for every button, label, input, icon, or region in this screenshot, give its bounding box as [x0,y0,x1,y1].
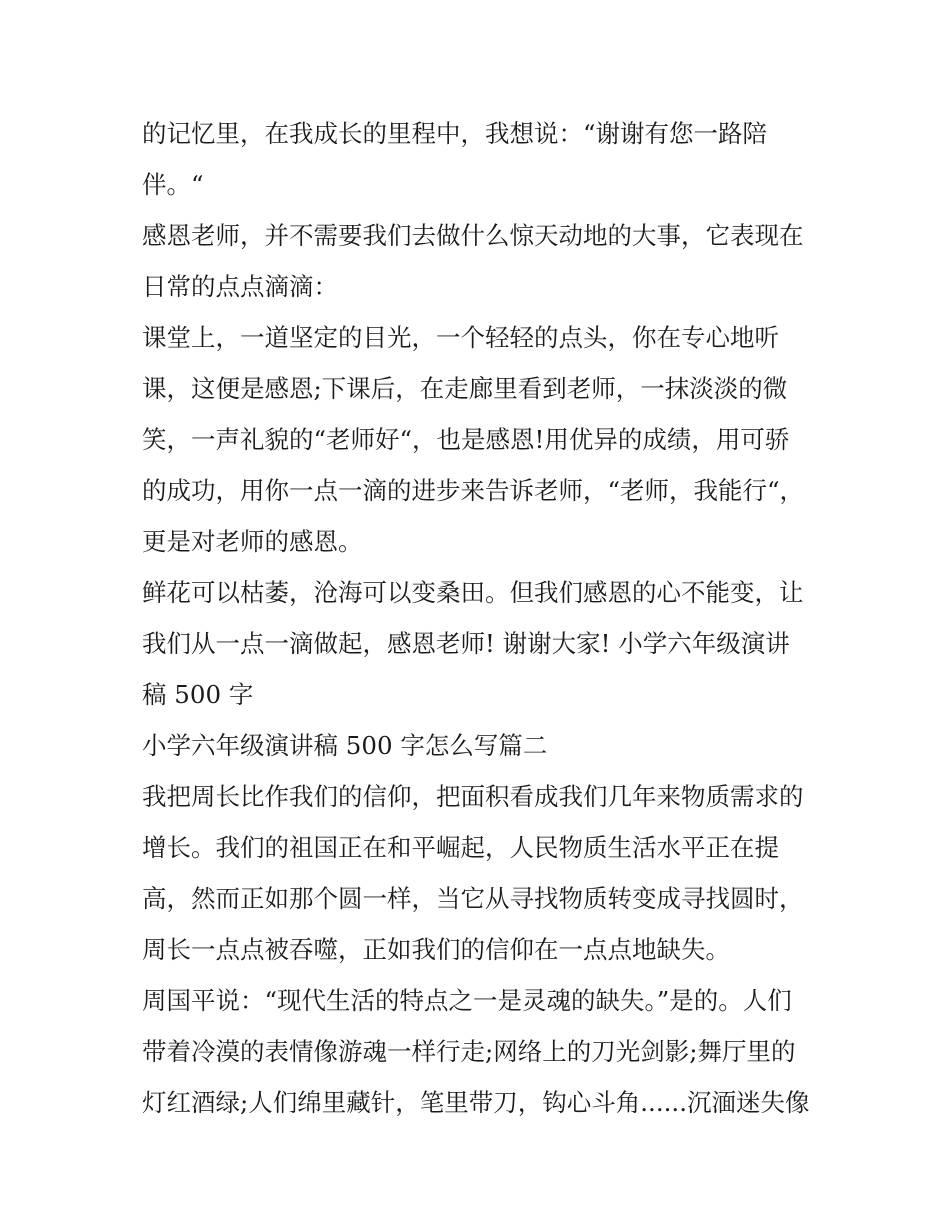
text-line: 周国平说：“现代生活的特点之一是灵魂的缺失。”是的。人们 [142,986,792,1015]
text-line: 课，这便是感恩;下课后，在走廊里看到老师，一抹淡淡的微 [142,374,788,403]
text-line: 周长一点点被吞噬，正如我们的信仰在一点点地缺失。 [142,935,730,964]
text-line: 感恩老师，并不需要我们去做什么惊天动地的大事，它表现在 [142,221,804,250]
text-line: 课堂上，一道坚定的目光，一个轻轻的点头，你在专心地听 [142,323,779,352]
text-line: 的记忆里，在我成长的里程中，我想说：“谢谢有您一路陪 [142,119,768,148]
text-line: 笑，一声礼貌的“老师好“，也是感恩!用优异的成绩，用可骄 [142,425,790,454]
section-heading: 小学六年级演讲稿 500 字怎么写篇二 [142,731,548,760]
text-line: 我把周长比作我们的信仰，把面积看成我们几年来物质需求的 [142,782,804,811]
text-line: 日常的点点滴滴： [142,272,338,301]
text-line: 高，然而正如那个圆一样，当它从寻找物质转变成寻找圆时， [142,884,804,913]
text-line: 稿 500 字 [142,680,254,709]
text-line: 增长。我们的祖国正在和平崛起，人民物质生活水平正在提 [142,833,779,862]
document-body [142,108,822,1128]
text-line: 更是对老师的感恩。 [142,527,363,556]
text-line: 鲜花可以枯萎，沧海可以变桑田。但我们感恩的心不能变，让 [142,578,804,607]
text-line: 的成功，用你一点一滴的进步来告诉老师，“老师，我能行“， [142,476,805,505]
text-line: 带着冷漠的表情像游魂一样行走;网络上的刀光剑影;舞厅里的 [142,1037,796,1066]
text-line: 灯红酒绿;人们绵里藏针，笔里带刀，钩心斗角......沉湎迷失像 [142,1088,810,1117]
text-line: 伴。“ [142,170,204,199]
text-line: 我们从一点一滴做起，感恩老师! 谢谢大家! 小学六年级演讲 [142,629,790,658]
